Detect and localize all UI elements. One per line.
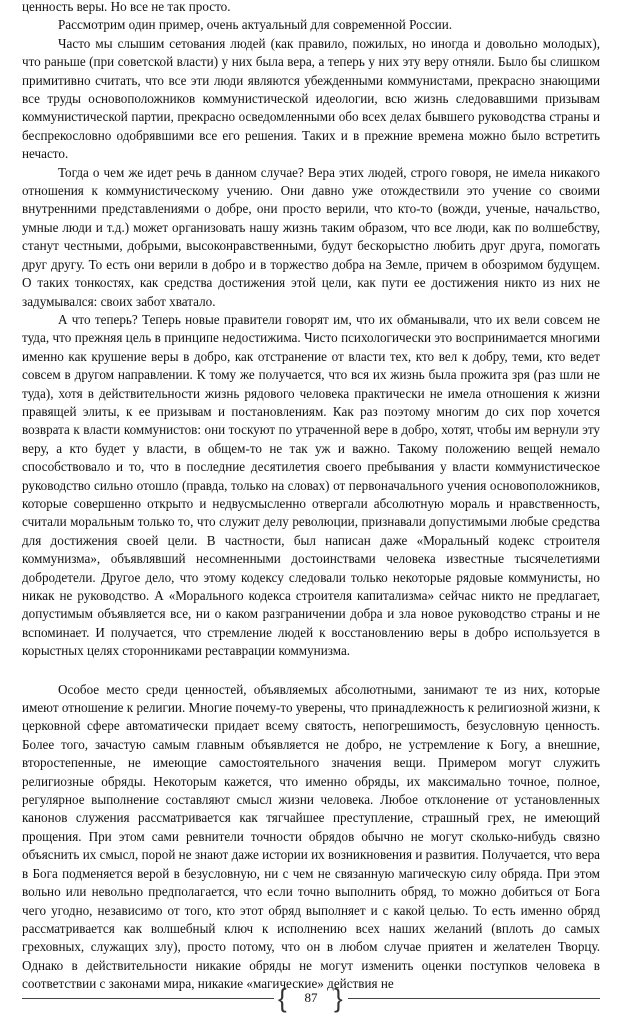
- paragraph: Особое место среди ценностей, объявляемых абсолютными, занимают те из них, которые имеют отношение к религии. Многие почему-то уверены, что принадлежность к религиозной жизни, к церковной сфере автоматически придает всему святость, непогрешимость, безусловную ценность. Более того, зачастую самым главным объявляется не добро, не устремление к Богу, а внешние, второстепенные, не имеющие самостоятельного значения вещи. Примером могут служить религиозные обряды. Некоторым кажется, что именно обряды, их максимально точное, полное, регулярное выполнение составляют смысл жизни человека. Любое отклонение от установленных канонов служения рассматривается как тягчайшее преступление, страшный грех, не имеющий прощения. При этом сами ревнители точности обрядов обычно не могут сколько-нибудь связно объяснить их смысл, порой не знают даже истории их возникновения и развития. Получается, что вера в Бога подменяется верой в безусловную, ни с чем не связанную магическую силу обряда. При этом вольно или невольно предполагается, что если точно выполнить обряд, то можно добиться от Бога чего угодно, независимо от того, кто этот обряд выполняет и с какой целью. То есть именно обряд рассматривается как волшебный ключ к исполнению всех наших желаний (вплоть до самых греховных, служащих злу), просто потому, что он в любом случае приятен и желателен Творцу. Однако в действительности никакие обряды не могут изменить оценки поступков человека в соответствии с законами мира, никакие «магические» действия не: [22, 681, 600, 992]
- paragraph: Тогда о чем же идет речь в данном случае? Вера этих людей, строго говоря, не имела никакого отношения к коммунистическому учению. Они давно уже отождествили это учение со своими внутренними представлениями о добре, они просто верили, что кто-то (вожди, ученые, начальство, умные люди и т.д.) может организовать нашу жизнь таким образом, что все люди, как по волшебству, станут честными, добрыми, высоконравственными, будут бескорыстно любить друг друга, помогать друг другу. То есть они верили в добро и в торжество добра на Земле, причем в обозримом будущем. О таких тонкостях, как средства достижения этой цели, как пути ее достижения никто из них не задумывался: своих забот хватало.: [22, 164, 600, 309]
- footer-bracket-open: {: [278, 983, 287, 1013]
- footer-bracket-close: }: [334, 983, 343, 1013]
- page-number: 87: [304, 990, 318, 1005]
- paragraph: Часто мы слышим сетования людей (как правило, пожилых, но иногда и довольно молодых), что раньше (при советской власти) у них была вера, а теперь у них эту веру отняли. Было бы слишком примитивно считать, что все эти люди являются убежденными коммунистами, прекрасно знающими все труды основоположников коммунистической идеологии, всю жизнь следовавшими призывам коммунистической партии, прекрасно осведомленными обо всех делах бывшего руководства страны и беспрекословно одобрявшими все его решения. Таких и в прежние времена можно было встретить нечасто.: [22, 35, 600, 162]
- paragraph-continuation: ценность веры. Но все не так просто.: [22, 0, 231, 14]
- paragraph: Рассмотрим один пример, очень актуальный для современной России.: [58, 17, 453, 33]
- footer-rule-right: [348, 998, 600, 999]
- document-page: [22, 0, 600, 994]
- paragraph: А что теперь? Теперь новые правители говорят им, что их обманывали, что их вели совсем не туда, что прежняя цель в принципе недостижима. Чисто психологически это воспринимается многими именно как крушение веры в добро, как отстранение от власти тех, кто вел к добру, теми, кто ведет совсем в другом направлении. К тому же получается, что вся их жизнь была прожита зря (раз шли не туда), хотя в действительности жизнь рядового человека практически не имела отношения к жизни правящей элиты, к ее призывам и постановлениям. Как раз поэтому многим до сих пор хочется возврата к власти коммунистов: они тоскуют по утраченной вере в добро, хотят, чтобы им вернули эту веру, а кто будет у власти, в общем-то не так уж и важно. Такому положению вещей немало способствовало и то, что в последние десятилетия своего пребывания у власти коммунистическое руководство сильно отошло (правда, только на словах) от первоначального учения основоположников, которые совершенно открыто и недвусмысленно отвергали абсолютную мораль и нравственность, считали моральным только то, что служит делу революции, признавали допустимыми любые средства для достижения своей цели. В частности, был написан даже «Моральный кодекс строителя коммунизма», объявлявший несомненными достоинствами человека известные тысячелетиями добродетели. Другое дело, что этому кодексу следовали только некоторые рядовые коммунисты, но никак не руководство. А «Морального кодекса строителя капитализма» сейчас никто не предлагает, допустимым объявляется все, ни о каком разграничении добра и зла новое руководство страны и не вспоминает. И получается, что стремление людей к восстановлению веры в добро используется в корыстных целях сторонниками реставрации коммунизма.: [22, 311, 600, 659]
- paragraph-gap: [22, 661, 600, 681]
- page-footer: [22, 983, 600, 1013]
- footer-rule-left: [22, 998, 274, 999]
